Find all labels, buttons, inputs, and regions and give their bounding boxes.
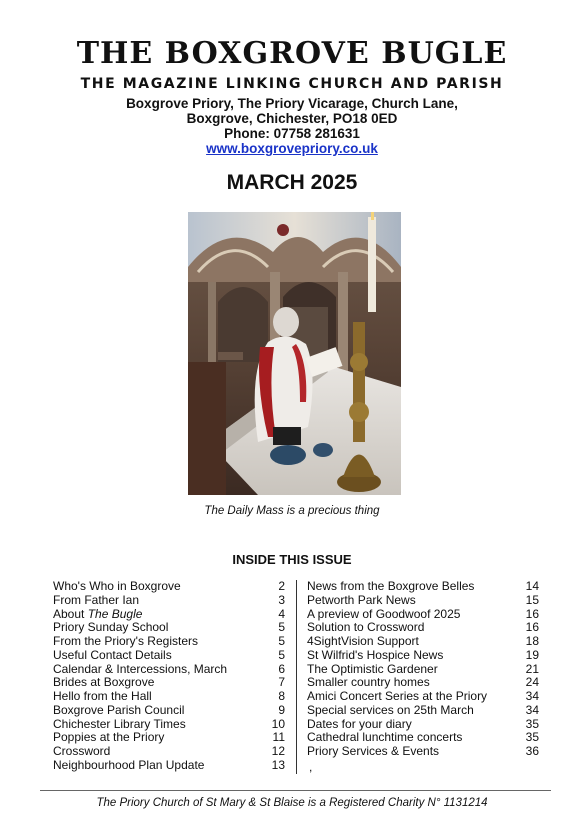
contents-item-page: 34	[525, 702, 539, 717]
contents-item-title: Brides at Boxgrove	[53, 675, 155, 690]
contents-item[interactable]	[307, 731, 539, 745]
charity-footer: The Priory Church of St Mary & St Blaise is a Registered Charity N° 1131214	[96, 797, 488, 809]
magazine-subtitle: THE MAGAZINE LINKING CHURCH AND PARISH	[80, 76, 504, 92]
contents-item[interactable]	[307, 704, 539, 718]
contents-item-title: The Optimistic Gardener	[307, 661, 438, 676]
contents-item[interactable]	[53, 704, 285, 718]
contents-item-title: From Father Ian	[53, 592, 140, 607]
contents-item-page: 9	[278, 702, 285, 717]
contents-item-page: 18	[525, 634, 539, 648]
cover-photo	[188, 212, 401, 495]
contents-item[interactable]	[307, 621, 539, 635]
contents-item-page: 8	[278, 689, 285, 703]
contents-item-page: 34	[525, 689, 539, 703]
contents-item-page: 16	[525, 606, 539, 621]
column-divider	[296, 580, 297, 774]
contents-item[interactable]	[53, 745, 285, 759]
contents-item[interactable]	[307, 676, 539, 690]
contents-item-title-italic: The Bugle	[87, 606, 143, 621]
contents-item-title: Chichester Library Times	[53, 716, 186, 731]
contents-item-title-prefix: About	[53, 606, 88, 621]
contents-item-title: Amici Concert Series at the Priory	[307, 689, 488, 703]
contents-item[interactable]	[53, 635, 285, 649]
contents-item-page: 6	[278, 661, 285, 676]
address-line-2: Boxgrove, Chichester, PO18 0ED	[186, 111, 398, 126]
contents-item[interactable]	[53, 759, 285, 773]
contents-item[interactable]	[307, 594, 539, 608]
contents-item-page: 35	[525, 716, 539, 731]
issue-date: MARCH 2025	[226, 171, 358, 194]
contents-item-page: 2	[278, 579, 285, 593]
contents-item[interactable]	[53, 608, 285, 622]
contents-item-page: 5	[278, 634, 285, 648]
contents-item-title: Neighbourhood Plan Update	[53, 757, 205, 772]
contents-item-page: 5	[278, 647, 285, 662]
contents-item[interactable]	[53, 594, 285, 608]
contents-item-page: 4	[278, 606, 285, 621]
contents-item-title: Priory Services & Events	[307, 744, 440, 758]
contents-item-page: 35	[525, 730, 539, 745]
footer-rule	[40, 790, 551, 791]
contents-item-title: Smaller country homes	[307, 675, 430, 690]
address-line-1: Boxgrove Priory, The Priory Vicarage, Church Lane,	[126, 96, 458, 111]
contents-item-title: Petworth Park News	[307, 592, 416, 607]
phone-number: Phone: 07758 281631	[224, 126, 360, 141]
contents-item[interactable]	[53, 580, 285, 594]
contents-item[interactable]	[53, 621, 285, 635]
contents-item-title: Special services on 25th March	[307, 702, 474, 717]
contents-item[interactable]	[53, 718, 285, 732]
contents-item[interactable]	[307, 745, 539, 759]
contents-item-title: From the Priory's Registers	[53, 634, 198, 648]
contents-item-title: St Wilfrid's Hospice News	[307, 647, 444, 662]
contents-item[interactable]	[53, 663, 285, 677]
contents-item-title: News from the Boxgrove Belles	[307, 579, 475, 593]
contents-item-title: Poppies at the Priory	[53, 730, 165, 745]
contents-item-title: Dates for your diary	[307, 716, 412, 731]
contents-left-column	[53, 580, 285, 773]
contents-item[interactable]	[307, 663, 539, 677]
contents-item[interactable]	[307, 649, 539, 663]
contents-item-title: Crossword	[53, 744, 111, 758]
contents-item-page: 15	[525, 592, 539, 607]
contents-item[interactable]	[307, 608, 539, 622]
contents-item-title: 4SightVision Support	[307, 634, 419, 648]
contents-item-title: Who's Who in Boxgrove	[53, 579, 181, 593]
contents-item-page: 14	[525, 579, 539, 593]
contents-item-page: 16	[525, 620, 539, 635]
contents-item[interactable]	[53, 649, 285, 663]
contents-item-page: 19	[525, 647, 539, 662]
contents-item[interactable]	[53, 731, 285, 745]
photo-caption: The Daily Mass is a precious thing	[204, 505, 380, 517]
contents-item[interactable]	[53, 690, 285, 704]
contents-item-page: 3	[278, 592, 285, 607]
contents-item-title: Priory Sunday School	[53, 620, 169, 635]
contents-item[interactable]	[307, 690, 539, 704]
contents-item-page: 11	[272, 730, 285, 745]
contents-item-title: Boxgrove Parish Council	[53, 702, 185, 717]
contents-item-title: Hello from the Hall	[53, 689, 152, 703]
contents-item-title	[53, 608, 142, 622]
contents-item-page: 12	[271, 744, 285, 758]
contents-item-title: Useful Contact Details	[53, 647, 172, 662]
website-link[interactable]: www.boxgrovepriory.co.uk	[206, 141, 378, 156]
magazine-title: THE BOXGROVE BUGLE	[76, 36, 508, 71]
contents-item-page: 36	[525, 744, 539, 758]
contents-item-title: Cathedral lunchtime concerts	[307, 730, 463, 745]
contents-item-title: A preview of Goodwoof 2025	[307, 606, 461, 621]
contents-item-page: 21	[525, 661, 539, 676]
contents-heading: INSIDE THIS ISSUE	[232, 552, 352, 567]
contents-item-page: 10	[271, 716, 285, 731]
contents-item-title: Solution to Crossword	[307, 620, 425, 635]
contents-item-page: 24	[525, 675, 539, 690]
contents-item-page: 13	[271, 757, 285, 772]
contents-item[interactable]	[307, 580, 539, 594]
contents-item-page: 7	[278, 675, 285, 690]
stray-mark: ,	[309, 760, 313, 774]
contents-right-column	[307, 580, 539, 759]
contents-item[interactable]	[307, 718, 539, 732]
contents-item-title: Calendar & Intercessions, March	[53, 661, 228, 676]
contents-item[interactable]	[307, 635, 539, 649]
contents-item[interactable]	[53, 676, 285, 690]
contents-item-page: 5	[278, 620, 285, 635]
